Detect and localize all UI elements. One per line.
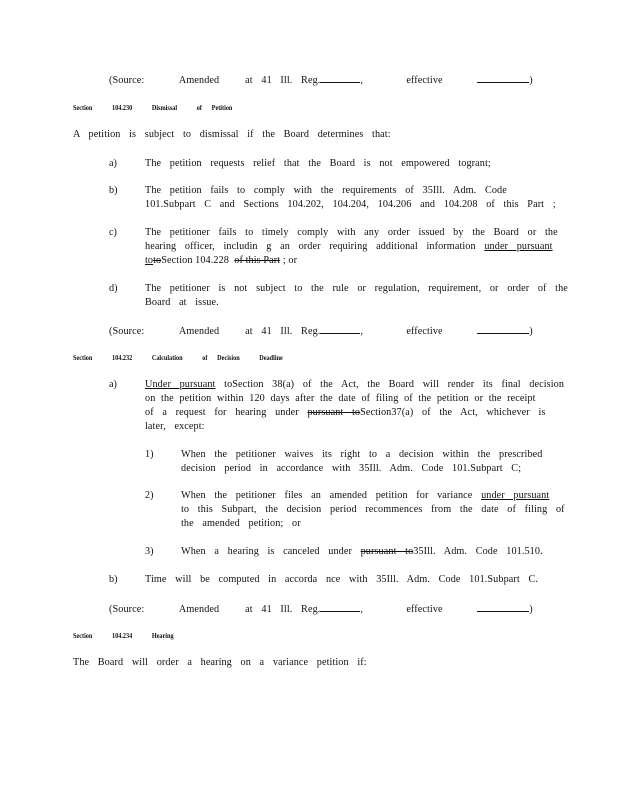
source-note: (Source: Amended at 41 Ill. Reg. , effective )	[109, 601, 533, 617]
register-blank	[320, 72, 360, 83]
source-close: )	[529, 75, 533, 86]
source-note: (Source: Amended at 41 Ill. Reg. , effective )	[109, 323, 533, 339]
section-number: 104.234	[111, 631, 133, 640]
text-run: When the petitioner files an amended petition for variance	[181, 490, 473, 501]
section-label: Section	[73, 103, 93, 112]
section-234-intro: The Board will order a hearing on a variance petition if:	[73, 657, 367, 668]
effective-blank	[477, 601, 529, 612]
deleted-text: pursuant to	[360, 546, 414, 557]
list-item-text: to this Subpart, the decision period recommences from the date of filing of	[181, 504, 565, 515]
source-open: (Source:	[109, 326, 145, 337]
list-marker: b)	[109, 574, 118, 585]
effective-blank	[477, 323, 529, 334]
inserted-text: to	[145, 255, 154, 266]
list-marker: a)	[109, 379, 117, 390]
list-marker: 3)	[145, 546, 154, 557]
list-item-text: Board at issue.	[145, 297, 219, 308]
list-item-text: later, except:	[145, 421, 205, 432]
deleted-text: of this Part	[234, 255, 281, 266]
text-run: ; or	[282, 255, 298, 266]
source-open: (Source:	[109, 75, 145, 86]
list-item-text: When the petitioner waives its right to a decision within the prescribed	[181, 449, 543, 460]
register-blank	[320, 323, 360, 334]
source-effective: effective	[406, 75, 443, 86]
list-item-text: The petition fails to comply with the requirements of 35Ill. Adm. Code	[145, 185, 507, 196]
list-marker: 2)	[145, 490, 154, 501]
source-open: (Source:	[109, 604, 145, 615]
list-item-text: The petitioner is not subject to the rule or regulation, requirement, or order of the	[145, 283, 568, 294]
list-item-text	[181, 545, 543, 559]
inserted-text: under pursuant	[484, 241, 553, 252]
inserted-text: Under pursuant	[145, 379, 216, 390]
section-title-word: of	[196, 103, 202, 112]
register-blank	[320, 601, 360, 612]
text-run: of a request for hearing under	[145, 407, 299, 418]
source-amended: Amended	[178, 75, 220, 86]
text-run: 35Ill. Adm. Code 101.510.	[413, 546, 543, 557]
section-title-word: Decision	[217, 353, 240, 362]
source-register: at 41 Ill. Reg.	[245, 604, 321, 615]
source-amended: Amended	[178, 326, 220, 337]
deleted-text: pursuant to	[307, 407, 361, 418]
section-label: Section	[73, 631, 93, 640]
section-number: 104.230	[111, 103, 133, 112]
text-run: toSection 38(a) of the Act, the Board will render its final decision	[224, 379, 565, 390]
list-marker: c)	[109, 227, 117, 238]
source-effective: effective	[406, 326, 443, 337]
effective-blank	[477, 72, 529, 83]
source-effective: effective	[406, 604, 443, 615]
list-marker: 1)	[145, 449, 154, 460]
list-item-text: Time will be computed in accorda nce with 35Ill. Adm. Code 101.Subpart C.	[145, 574, 538, 585]
list-marker: a)	[109, 158, 117, 169]
section-heading-230	[73, 103, 232, 112]
section-heading-232	[73, 353, 283, 362]
section-title-word: Calculation	[151, 353, 183, 362]
list-item-text	[145, 378, 564, 392]
list-item-text	[181, 489, 549, 503]
section-title-word: Deadline	[259, 353, 283, 362]
source-close: )	[529, 326, 533, 337]
list-item-text: on the petition within 120 days after the date of filing of the petition or the receipt	[145, 393, 536, 404]
source-amended: Amended	[178, 604, 220, 615]
section-number: 104.232	[111, 353, 133, 362]
list-item-text	[145, 240, 553, 254]
source-register: at 41 Ill. Reg.	[245, 326, 321, 337]
list-marker: b)	[109, 185, 118, 196]
section-title-word: Petition	[211, 103, 233, 112]
section-230-intro: A petition is subject to dismissal if the Board determines that:	[73, 129, 391, 140]
source-note: (Source: Amended at 41 Ill. Reg. , effective )	[109, 72, 533, 88]
list-item-text: The petitioner fails to timely comply with any order issued by the Board or the	[145, 227, 558, 238]
source-register: at 41 Ill. Reg.	[245, 75, 321, 86]
list-item-text	[145, 254, 297, 268]
list-item-text: decision period in accordance with 35Ill. Adm. Code 101.Subpart C;	[181, 463, 522, 474]
list-item-text	[145, 406, 545, 420]
section-title-word: of	[202, 353, 208, 362]
section-title-word: Dismissal	[151, 103, 178, 112]
list-marker: d)	[109, 283, 118, 294]
section-label: Section	[73, 353, 93, 362]
deleted-text: to	[153, 255, 162, 266]
text-run: hearing officer, includin g an order requiring additional information	[145, 241, 476, 252]
text-run: When a hearing is canceled under	[181, 546, 352, 557]
section-heading-234	[73, 631, 174, 640]
text-run: Section37(a) of the Act, whichever is	[360, 407, 546, 418]
section-title-word: Hearing	[151, 631, 174, 640]
list-item-text: the amended petition; or	[181, 518, 301, 529]
source-close: )	[529, 604, 533, 615]
text-run: Section 104.228	[161, 255, 229, 266]
list-item-text: 101.Subpart C and Sections 104.202, 104.204, 104.206 and 104.208 of this Part ;	[145, 199, 556, 210]
inserted-text: under pursuant	[481, 490, 550, 501]
list-item-text: The petition requests relief that the Board is not empowered togrant;	[145, 158, 491, 169]
